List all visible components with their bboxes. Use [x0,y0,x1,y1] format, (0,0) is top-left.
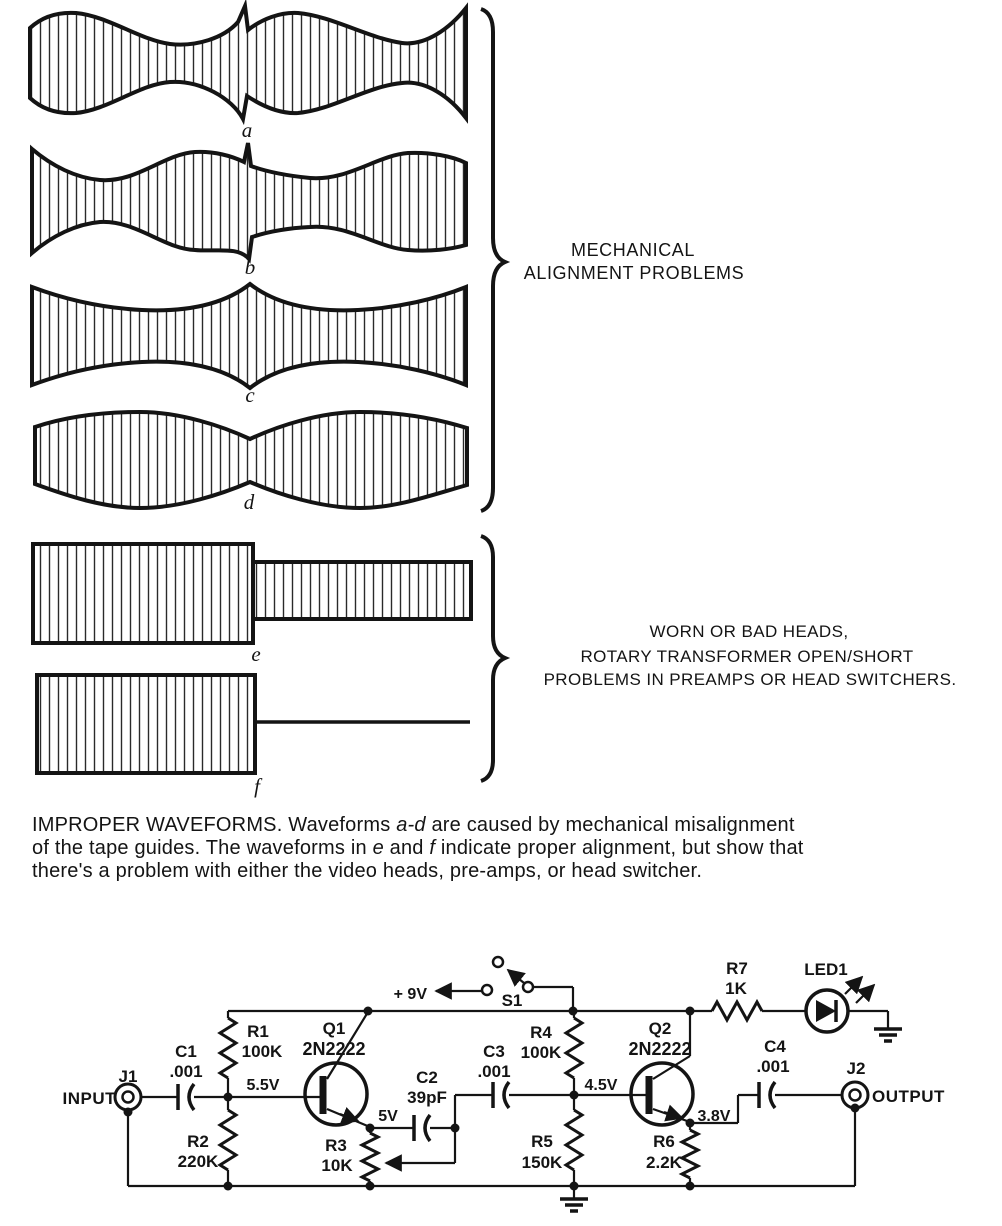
label-r1-value: 100K [241,1042,283,1061]
waveform-a-envelope [30,6,466,119]
waveform-label-f: f [254,774,260,798]
capacitor-c3 [493,1082,509,1108]
switch-s1 [482,957,533,995]
schematic-wires [128,987,888,1198]
figure-caption [32,814,804,882]
resistor-r7 [712,1002,762,1020]
ground-symbol-led [874,1029,902,1041]
caption-seg-italic: f [429,837,436,859]
mechanical-problems-label-line1: MECHANICAL [570,240,696,260]
waveform-e-burst-left [33,544,253,643]
label-q2-emitter-voltage: 3.8V [697,1108,731,1125]
waveform-label-d: d [243,490,255,514]
label-j1: J1 [118,1067,138,1086]
waveform-label-e: e [251,642,261,666]
label-c1-ref: C1 [175,1042,197,1061]
waveform-label-c: c [245,383,255,407]
waveform-b-envelope [32,143,466,259]
label-c1-value: .001 [169,1062,203,1081]
label-r4-value: 100K [520,1043,562,1062]
label-r2-ref: R2 [187,1132,209,1151]
label-r3-ref: R3 [325,1136,347,1155]
caption-line-2 [32,837,804,859]
caption-seg: indicate proper alignment, but show that [435,837,804,859]
resistor-r1 [220,1018,236,1078]
label-c2-ref: C2 [416,1068,438,1087]
label-supply-9v: + 9V [393,986,427,1003]
caption-seg: are caused by mechanical misalignment [425,814,795,836]
label-r5-ref: R5 [531,1132,553,1151]
caption-seg: IMPROPER WAVEFORMS. Waveforms [32,814,397,836]
label-s1: S1 [501,991,523,1010]
brace-mechanical-group [481,9,505,511]
caption-seg: of the tape guides. The waveforms in [32,837,373,859]
caption-seg: there's a problem with either the video heads, pre-amps, or head switcher. [32,860,703,882]
label-c4-value: .001 [756,1057,790,1076]
capacitor-c4 [759,1082,775,1108]
resistor-r6 [682,1130,698,1178]
capacitor-c2 [414,1115,430,1141]
jack-j1 [115,1084,141,1110]
capacitor-c1 [178,1084,194,1110]
label-q1-emitter-voltage: 5V [378,1108,398,1125]
waveform-e-burst-right [253,562,471,619]
label-led1: LED1 [804,960,848,979]
label-c4-ref: C4 [764,1037,786,1056]
transistor-q1 [305,1063,367,1125]
label-r6-value: 2.2K [646,1153,682,1172]
resistor-r2 [220,1110,236,1170]
caption-seg: and [383,837,430,859]
label-r4-ref: R4 [530,1023,552,1042]
label-j2: J2 [846,1059,866,1078]
label-q1-ref: Q1 [322,1019,346,1038]
label-c3-ref: C3 [483,1042,505,1061]
led-led1 [806,977,874,1032]
label-q2-ref: Q2 [648,1019,672,1038]
label-r2-value: 220K [177,1152,219,1171]
label-input: INPUT [62,1089,116,1108]
caption-seg-italic: a-d [396,814,426,836]
ground-symbol-main [560,1199,588,1211]
waveform-f-burst-left [37,675,255,773]
label-q2-base-voltage: 4.5V [584,1077,618,1094]
label-c2-value: 39pF [407,1088,447,1107]
label-r6-ref: R6 [653,1132,675,1151]
worn-heads-label-line1: WORN OR BAD HEADS, [649,622,849,641]
waveform-label-b: b [244,255,256,279]
label-q2-part: 2N2222 [628,1039,692,1059]
resistor-r4 [566,1018,582,1078]
label-r3-value: 10K [321,1156,353,1175]
label-output: OUTPUT [872,1087,945,1106]
label-r1-ref: R1 [247,1022,269,1041]
waveform-c-envelope [32,284,466,388]
resistor-r3-pot [362,1133,378,1181]
worn-heads-label-line2: ROTARY TRANSFORMER OPEN/SHORT [580,647,914,666]
waveform-label-a: a [241,118,253,142]
label-q1-base-voltage: 5.5V [246,1077,280,1094]
caption-line-1 [32,814,795,836]
label-r7-ref: R7 [726,959,748,978]
brace-heads-group [481,536,505,781]
resistor-r5 [566,1110,582,1170]
label-q1-part: 2N2222 [302,1039,366,1059]
label-r7-value: 1K [725,979,747,998]
label-r5-value: 150K [521,1153,563,1172]
worn-heads-label-line3: PROBLEMS IN PREAMPS OR HEAD SWITCHERS. [543,670,957,689]
mechanical-problems-label-line2: ALIGNMENT PROBLEMS [523,263,745,283]
caption-seg-italic: e [372,837,384,859]
label-c3-value: .001 [477,1062,511,1081]
caption-line-3 [32,860,702,882]
